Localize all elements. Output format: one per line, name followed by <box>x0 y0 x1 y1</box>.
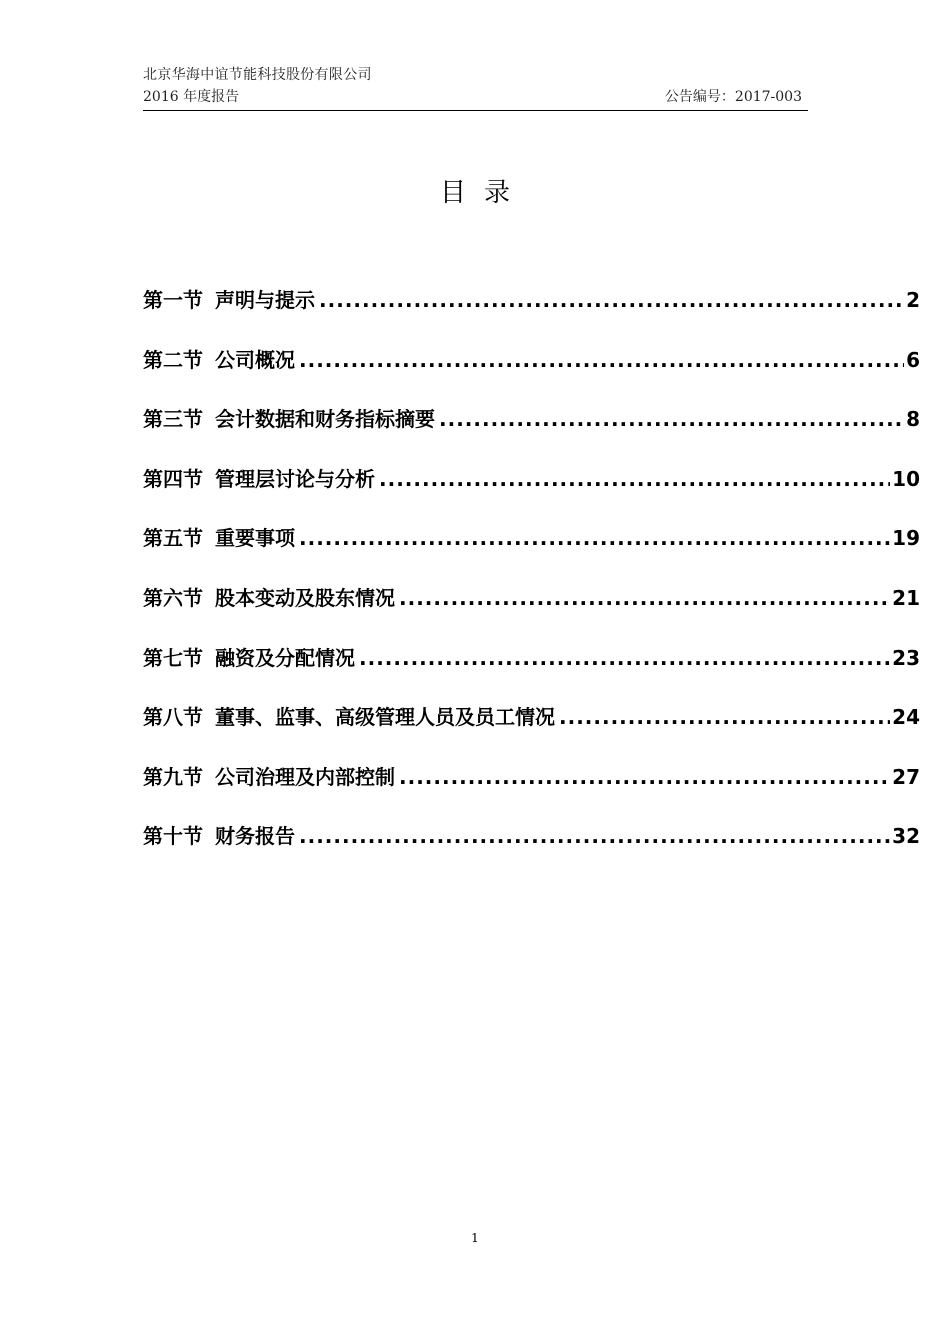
toc-entry-title: 融资及分配情况 <box>215 645 355 670</box>
toc-entry-title: 财务报告 <box>215 824 295 849</box>
toc-page-number: 19 <box>892 526 920 551</box>
toc-leader-dots <box>299 816 890 856</box>
report-title: 2016 年度报告 <box>143 89 240 105</box>
toc-page-number: 24 <box>892 705 920 730</box>
toc-entry-title: 公司概况 <box>215 347 295 372</box>
page-number: 1 <box>471 1231 479 1245</box>
toc-entry-title: 会计数据和财务指标摘要 <box>215 407 435 432</box>
toc-leader-dots <box>399 578 890 618</box>
toc-entry-title: 重要事项 <box>215 526 295 551</box>
toc-entry[interactable] <box>143 697 920 757</box>
toc-title: 目录 <box>439 178 528 208</box>
toc-section-number: 第十节 <box>143 824 203 849</box>
toc-section-number: 第三节 <box>143 407 203 432</box>
toc-page-number: 10 <box>892 466 920 491</box>
toc-leader-dots <box>439 399 904 439</box>
toc-entry[interactable] <box>143 340 920 400</box>
toc-page-number: 32 <box>892 824 920 849</box>
toc-entry[interactable] <box>143 757 920 817</box>
toc-page-number: 6 <box>906 347 920 372</box>
toc-leader-dots <box>399 757 890 797</box>
toc-entry-title: 股本变动及股东情况 <box>215 585 395 610</box>
toc-entry-title: 公司治理及内部控制 <box>215 764 395 789</box>
toc-leader-dots <box>319 280 904 320</box>
page-header <box>143 64 808 111</box>
toc-entry[interactable] <box>143 459 920 519</box>
toc-entry-title: 管理层讨论与分析 <box>215 466 375 491</box>
toc-section-number: 第一节 <box>143 288 203 312</box>
toc-section-number: 第四节 <box>143 466 203 491</box>
toc-section-number: 第九节 <box>143 764 203 789</box>
toc-page-number: 27 <box>892 764 920 789</box>
toc-entry[interactable] <box>143 578 920 638</box>
toc-entry[interactable] <box>143 518 920 578</box>
toc-page-number: 2 <box>906 288 920 312</box>
toc-entry[interactable] <box>143 280 920 340</box>
table-of-contents <box>143 280 920 876</box>
toc-leader-dots <box>359 638 890 678</box>
toc-page-number: 23 <box>892 645 920 670</box>
toc-entry[interactable] <box>143 638 920 698</box>
notice-number: 公告编号：2017-003 <box>664 89 802 105</box>
company-name: 北京华海中谊节能科技股份有限公司 <box>143 67 372 83</box>
toc-leader-dots <box>299 518 890 558</box>
toc-entry-title: 声明与提示 <box>215 288 315 312</box>
toc-entry[interactable] <box>143 816 920 876</box>
toc-section-number: 第八节 <box>143 705 203 730</box>
toc-section-number: 第六节 <box>143 585 203 610</box>
toc-page-number: 21 <box>892 585 920 610</box>
toc-section-number: 第七节 <box>143 645 203 670</box>
toc-leader-dots <box>379 459 890 499</box>
toc-entry[interactable] <box>143 399 920 459</box>
toc-page-number: 8 <box>906 407 920 432</box>
toc-section-number: 第五节 <box>143 526 203 551</box>
toc-leader-dots <box>559 697 890 737</box>
toc-leader-dots <box>299 340 904 380</box>
toc-entry-title: 董事、监事、高级管理人员及员工情况 <box>215 705 555 730</box>
toc-section-number: 第二节 <box>143 347 203 372</box>
